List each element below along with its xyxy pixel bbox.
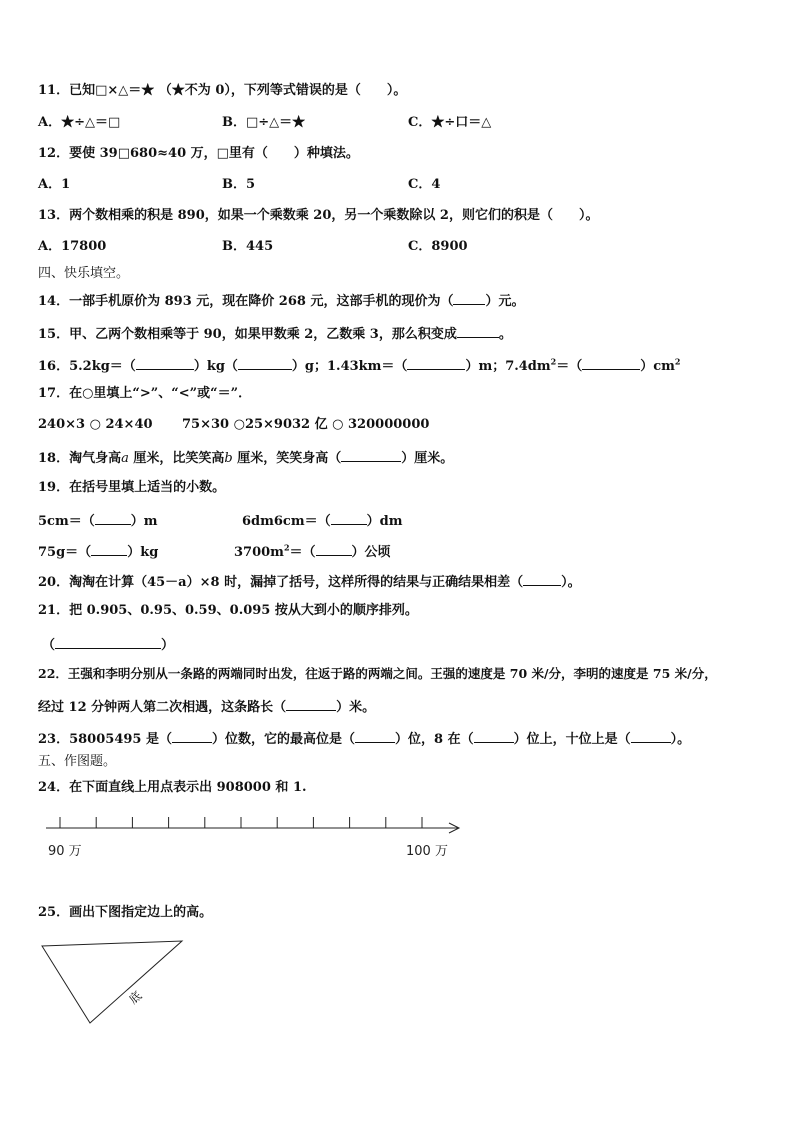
q19-item-3: 75g＝（ ）kg [38,541,158,562]
q11-option-a: A．★÷△＝□ [38,115,121,130]
q13-option-b: B．445 [222,239,274,254]
q19-item-2: 6dm6cm＝（ ）dm [242,510,402,531]
question-14: 14．一部手机原价为 893 元，现在降价 268 元，这部手机的现价为（ ）元。 [38,290,524,311]
base-side-label: 底 [126,988,145,1007]
question-13: 13．两个数相乘的积是 890，如果一个乘数乘 20，另一个乘数除以 2，则它们的积是（ ）。 [38,208,599,223]
q21-answer: （ ） [42,634,174,655]
number-line-right-label: 100 万 [406,844,448,859]
q13-option-c: C．8900 [408,239,468,254]
q13-option-a: A．17800 [38,239,107,254]
question-16: 16．5.2kg＝（ ）kg（ ）g；1.43km＝（ ）m；$7.4dm^2=$（ ）$cm^2$ [38,356,681,374]
q11-option-b: B．□÷△＝★ [222,115,306,130]
section-heading-5: 五、作图题。 [38,754,117,769]
question-22-line-2: 经过 12 分钟两人第二次相遇，这条路长（ ）米。 [38,696,375,717]
q12-option-c: C．4 [408,177,441,192]
question-15: 15．甲、乙两个数相乘等于 90，如果甲数乘 2，乙数乘 3，那么积变成 。 [38,323,512,344]
number-line [46,817,459,833]
question-18: 18．淘气身高a 厘米，比笑笑高b 厘米，笑笑身高（ ）厘米。 [38,447,453,468]
question-11: 11．已知□×△＝★ （★不为 0），下列等式错误的是（ ）。 [38,83,407,98]
q11-option-c: C．★÷口＝△ [408,115,492,130]
triangle-figure [42,941,182,1023]
question-19: 19．在括号里填上适当的小数。 [38,480,226,495]
question-23: 23．58005495 是（ ）位数，它的最高位是（ ）位，8 在（ ）位上，十位上是（ ）。 [38,728,690,749]
question-17: 17．在○里填上“>”、“<”或“＝”． [38,386,252,401]
question-12: 12．要使 39□680≈40 万，□里有（ ）种填法。 [38,146,359,161]
q12-option-b: B．5 [222,177,256,192]
question-22-line-1: 22．王强和李明分别从一条路的两端同时出发，往返于路的两端之间。王强的速度是 70 米/分，李明的速度是 75 米/分， [38,666,717,681]
number-line-left-label: 90 万 [48,844,82,859]
question-25: 25．画出下图指定边上的高。 [38,905,213,920]
q19-item-1: 5cm＝（ ）m [38,510,157,531]
question-21: 21．把 0.905、0.95、0.59、0.095 按从大到小的顺序排列。 [38,603,418,618]
question-24: 24．在下面直线上用点表示出 908000 和 1. [38,780,307,795]
q17-item-1: 240×3 ○ 24×40 [38,417,153,432]
section-heading-4: 四、快乐填空。 [38,266,130,281]
tick-marks [60,817,422,828]
q17-item-3: 32 亿 ○ 320000000 [292,417,430,432]
q12-option-a: A．1 [38,177,71,192]
q19-item-4: $3700m^2=$（ ）公顷 [234,542,391,560]
q17-item-2: 75×30 ○25×90 [182,417,293,432]
question-20: 20．淘淘在计算（45－a）×8 时，漏掉了括号，这样所得的结果与正确结果相差（ ）。 [38,571,581,592]
